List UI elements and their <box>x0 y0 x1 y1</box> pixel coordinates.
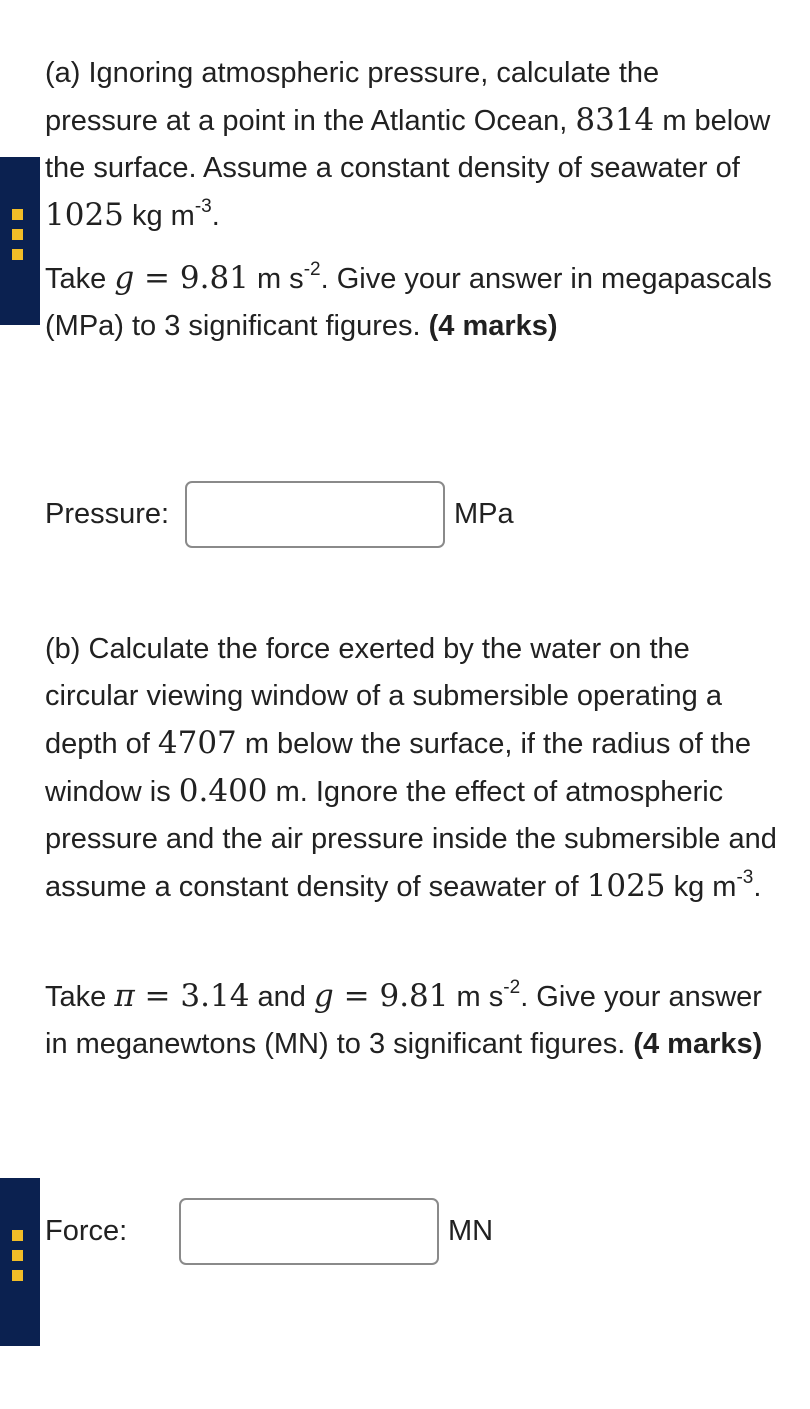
side-tab-bottom[interactable] <box>0 1178 40 1346</box>
three-squares-icon <box>12 249 23 260</box>
question-text: m below the surface, if the radius of the window is <box>45 728 751 808</box>
equals-sign: = <box>134 260 180 296</box>
three-squares-icon <box>12 1250 23 1261</box>
unit-exponent: -2 <box>503 977 521 999</box>
pressure-unit: MPa <box>454 498 514 530</box>
g-value: 9.81 <box>379 978 449 1014</box>
unit-exponent: -3 <box>736 867 754 889</box>
question-text: . Give your answer in megapascals (MPa) to 3 significant figures. <box>45 263 772 342</box>
pressure-input[interactable] <box>185 481 445 548</box>
pi-symbol: π <box>114 978 135 1014</box>
density-value: 1025 <box>586 868 666 904</box>
unit-text: m s <box>448 981 504 1013</box>
question-text: . <box>753 871 762 903</box>
pi-value: 3.14 <box>180 978 250 1014</box>
g-value: 9.81 <box>179 260 249 296</box>
g-symbol: g <box>114 260 135 296</box>
force-label: Force: <box>45 1215 128 1247</box>
side-tab-top[interactable] <box>0 157 40 325</box>
unit-exponent: -3 <box>194 196 212 218</box>
unit-text: kg m <box>123 200 195 232</box>
marks-label: (4 marks) <box>428 310 558 342</box>
unit-text: kg m <box>665 871 737 903</box>
three-squares-icon <box>12 1270 23 1281</box>
depth-value: 8314 <box>575 102 655 138</box>
question-text: Take <box>45 981 115 1013</box>
equals-sign: = <box>333 978 380 1014</box>
part-a-instructions <box>45 255 780 350</box>
g-symbol: g <box>313 978 334 1014</box>
marks-label: (4 marks) <box>633 1028 763 1060</box>
three-squares-icon <box>12 229 23 240</box>
depth-value: 4707 <box>157 725 237 761</box>
part-a-question <box>45 50 780 240</box>
question-text: m. Ignore the effect of atmospheric pressure and the air pressure inside the submersible and assume a constant density of seawater of <box>45 776 777 903</box>
three-squares-icon <box>12 1230 23 1241</box>
equals-sign: = <box>134 978 181 1014</box>
question-text: Take <box>45 263 115 295</box>
radius-value: 0.400 <box>178 773 268 809</box>
force-input[interactable] <box>179 1198 439 1265</box>
pressure-label: Pressure: <box>45 498 170 530</box>
three-squares-icon <box>12 209 23 220</box>
force-unit: MN <box>448 1215 494 1247</box>
part-b-instructions <box>45 973 780 1068</box>
question-text: (a) Ignoring atmospheric pressure, calculate the pressure at a point in the Atlantic Ocean, <box>45 57 660 137</box>
part-b-question <box>45 626 780 911</box>
question-text: . Give your answer in meganewtons (MN) to 3 significant figures. <box>45 981 762 1060</box>
question-text: and <box>249 981 314 1013</box>
unit-text: m s <box>248 263 304 295</box>
unit-exponent: -2 <box>303 259 321 281</box>
question-text: . <box>211 200 220 232</box>
density-value: 1025 <box>45 197 124 233</box>
question-text: m below the surface. Assume a constant density of seawater of <box>45 105 771 184</box>
question-text: (b) Calculate the force exerted by the water on the circular viewing window of a submersible operating a depth of <box>45 633 722 760</box>
